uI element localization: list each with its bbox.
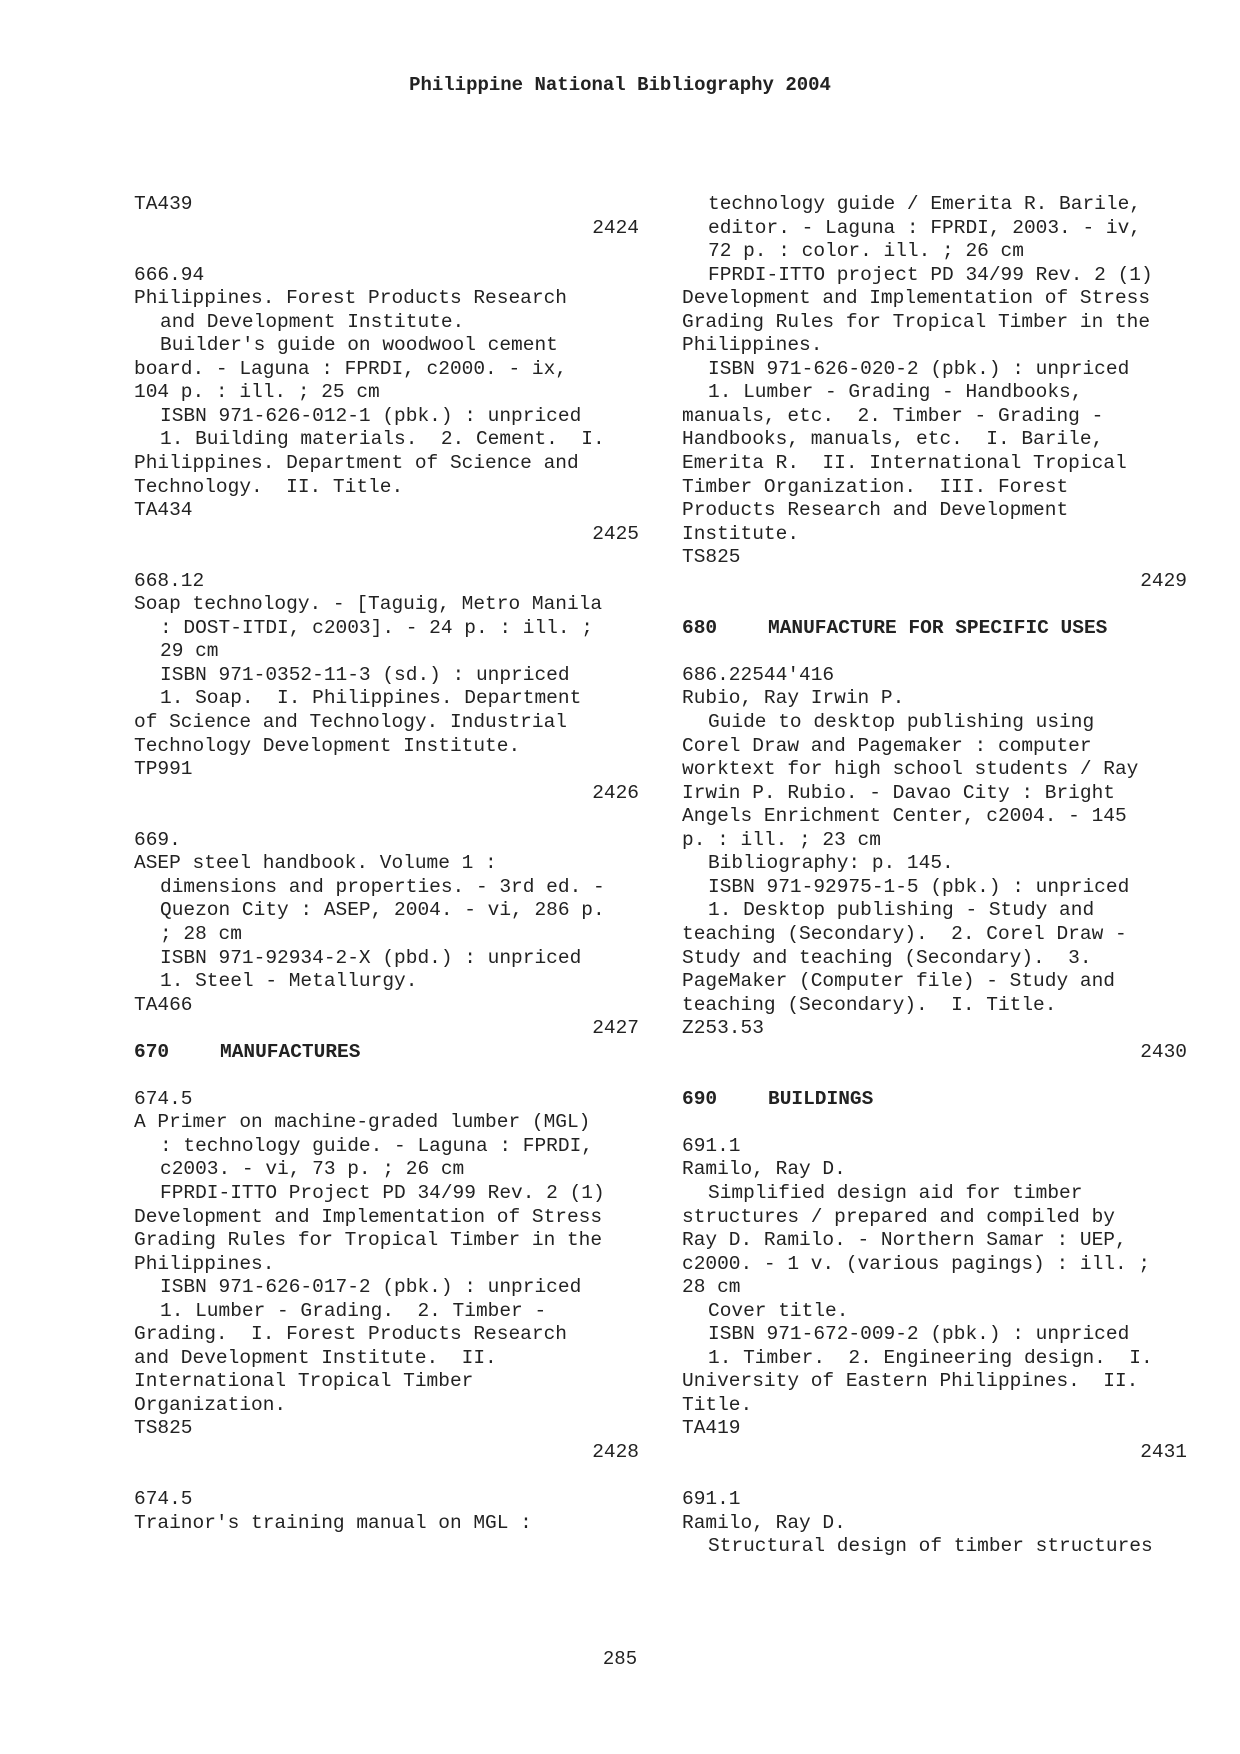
entry-line: c2003. - vi, 73 p. ; 26 cm [160, 1158, 465, 1181]
entry-line: 1. Building materials. 2. Cement. I. [160, 428, 605, 451]
entry-line: Development and Implementation of Stress [134, 1205, 603, 1228]
spacer [134, 1465, 639, 1489]
entry-line: Irwin P. Rubio. - Davao City : Bright [682, 781, 1115, 804]
entry-line: A Primer on machine-graded lumber (MGL) [134, 1111, 591, 1134]
entry-line: TS825 [682, 546, 741, 569]
section-heading [682, 1088, 1187, 1112]
entry-line: Products Research and Development [682, 499, 1069, 522]
entry-line: Development and Implementation of Stress [682, 287, 1151, 310]
entry-line: 686.22544'416 [682, 663, 835, 686]
entry-line: 666.94 [134, 263, 205, 286]
entry-line: Institute. [682, 522, 800, 545]
entry-line: p. : ill. ; 23 cm [682, 828, 881, 851]
entry-line: Handbooks, manuals, etc. I. Barile, [682, 428, 1104, 451]
entry-line: Cover title. [708, 1299, 849, 1322]
entry-line: Rubio, Ray Irwin P. [682, 687, 905, 710]
entry-line: dimensions and properties. - 3rd ed. - [160, 875, 605, 898]
entry-line: FPRDI-ITTO project PD 34/99 Rev. 2 (1) [708, 263, 1153, 286]
entry-line: TA466 [134, 993, 193, 1016]
entry-line: teaching (Secondary). 2. Corel Draw - [682, 922, 1127, 945]
spacer [682, 1111, 1187, 1135]
spacer [134, 805, 639, 829]
entry-line: University of Eastern Philippines. II. [682, 1370, 1139, 1393]
entry-line: Philippines. Department of Science and [134, 452, 579, 475]
entry-line: Ramilo, Ray D. [682, 1511, 846, 1534]
entry-line: ISBN 971-626-017-2 (pbk.) : unpriced [160, 1276, 582, 1299]
entry-line: technology guide / Emerita R. Barile, [708, 193, 1141, 215]
entry-line: : technology guide. - Laguna : FPRDI, [160, 1134, 593, 1157]
entry-line: Z253.53 [682, 1017, 764, 1040]
entry-line: ISBN 971-626-012-1 (pbk.) : unpriced [160, 404, 582, 427]
entry-line: 29 cm [160, 640, 219, 663]
entry-line: Technology. II. Title. [134, 475, 404, 498]
entry-line: 1. Desktop publishing - Study and [708, 899, 1095, 922]
entry-line: TP991 [134, 758, 193, 781]
entry-line: teaching (Secondary). I. Title. [682, 993, 1057, 1016]
entry-line: 1. Soap. I. Philippines. Department [160, 687, 582, 710]
entry-line: Builder's guide on woodwool cement [160, 334, 558, 357]
entry-line: Organization. [134, 1393, 287, 1416]
entry-line: Simplified design aid for timber [708, 1181, 1083, 1204]
section-title: MANUFACTURES [220, 1040, 361, 1063]
spacer [134, 1064, 639, 1088]
entry-line: 72 p. : color. ill. ; 26 cm [708, 240, 1024, 263]
entry-line: of Science and Technology. Industrial [134, 711, 567, 734]
entry-line: Philippines. Forest Products Research [134, 287, 567, 310]
entry-line: 1. Steel - Metallurgy. [160, 970, 418, 993]
entry-line: Bibliography: p. 145. [708, 852, 954, 875]
entry-line: Emerita R. II. International Tropical [682, 452, 1127, 475]
entry-line: Angels Enrichment Center, c2004. - 145 [682, 805, 1127, 828]
spacer [134, 546, 639, 570]
entry-line: Philippines. [682, 334, 823, 357]
entry-line: Ray D. Ramilo. - Northern Samar : UEP, [682, 1229, 1127, 1252]
section-code: 680 [682, 616, 718, 639]
entry-line: Title. [682, 1393, 753, 1416]
entry-line: 1. Lumber - Grading. 2. Timber - [160, 1299, 547, 1322]
left-column [134, 193, 639, 1535]
entry-line: 669. [134, 828, 181, 851]
section-heading [682, 617, 1187, 641]
entry-line: 28 cm [682, 1276, 741, 1299]
entry-line: 674.5 [134, 1087, 193, 1110]
entry-line: 1. Timber. 2. Engineering design. I. [708, 1346, 1153, 1369]
entry-line: TA434 [134, 499, 193, 522]
entry-line: 668.12 [134, 569, 205, 592]
entry-line: Grading Rules for Tropical Timber in the [134, 1229, 603, 1252]
entry-line: c2000. - 1 v. (various pagings) : ill. ; [682, 1252, 1151, 1275]
entry-line: Structural design of timber structures [708, 1535, 1153, 1558]
entry-number: 2430 [1140, 1040, 1187, 1063]
section-title: MANUFACTURE FOR SPECIFIC USES [768, 616, 1108, 639]
page-number: 285 [602, 1648, 638, 1670]
entry-line: board. - Laguna : FPRDI, c2000. - ix, [134, 357, 567, 380]
spacer [682, 593, 1187, 617]
entry-line: Study and teaching (Secondary). 3. [682, 946, 1092, 969]
entry-line: International Tropical Timber [134, 1370, 474, 1393]
entry-number: 2425 [592, 522, 639, 545]
entry-line: Guide to desktop publishing using [708, 711, 1095, 734]
section-code: 690 [682, 1087, 718, 1110]
entry-line: Grading. I. Forest Products Research [134, 1323, 567, 1346]
entry-line: PageMaker (Computer file) - Study and [682, 970, 1115, 993]
entry-line: TA419 [682, 1417, 741, 1440]
entry-line: structures / prepared and compiled by [682, 1205, 1115, 1228]
entry-line: ISBN 971-92975-1-5 (pbk.) : unpriced [708, 875, 1130, 898]
spacer [134, 240, 639, 264]
entry-number: 2424 [592, 216, 639, 239]
entry-line: worktext for high school students / Ray [682, 758, 1139, 781]
entry-line: editor. - Laguna : FPRDI, 2003. - iv, [708, 216, 1141, 239]
entry-number: 2428 [592, 1440, 639, 1463]
entry-line: ISBN 971-0352-11-3 (sd.) : unpriced [160, 663, 570, 686]
entry-line: ISBN 971-626-020-2 (pbk.) : unpriced [708, 357, 1130, 380]
entry-number: 2429 [1140, 569, 1187, 592]
entry-line: 674.5 [134, 1488, 193, 1511]
entry-line: Quezon City : ASEP, 2004. - vi, 286 p. [160, 899, 605, 922]
entry-line: Corel Draw and Pagemaker : computer [682, 734, 1092, 757]
right-column [682, 193, 1187, 1559]
entry-line: Trainor's training manual on MGL : [134, 1511, 532, 1534]
entry-line: 1. Lumber - Grading - Handbooks, [708, 381, 1083, 404]
entry-line: and Development Institute. [160, 310, 465, 333]
entry-number: 2426 [592, 781, 639, 804]
entry-line: : DOST-ITDI, c2003]. - 24 p. : ill. ; [160, 616, 593, 639]
entry-line: Soap technology. - [Taguig, Metro Manila [134, 593, 603, 616]
spacer [682, 1465, 1187, 1489]
entry-line: ; 28 cm [160, 922, 242, 945]
entry-line: ASEP steel handbook. Volume 1 : [134, 852, 497, 875]
entry-line: ISBN 971-92934-2-X (pbd.) : unpriced [160, 946, 582, 969]
entry-line: FPRDI-ITTO Project PD 34/99 Rev. 2 (1) [160, 1181, 605, 1204]
entry-line: 691.1 [682, 1488, 741, 1511]
spacer [682, 1064, 1187, 1088]
entry-line: ISBN 971-672-009-2 (pbk.) : unpriced [708, 1323, 1130, 1346]
entry-line: and Development Institute. II. [134, 1346, 497, 1369]
entry-number: 2427 [592, 1017, 639, 1040]
page-header-title: Philippine National Bibliography 2004 [409, 74, 831, 96]
section-title: BUILDINGS [768, 1087, 874, 1110]
spacer [682, 640, 1187, 664]
entry-number: 2431 [1140, 1440, 1187, 1463]
section-heading [134, 1041, 639, 1065]
entry-line: Timber Organization. III. Forest [682, 475, 1069, 498]
entry-line: Ramilo, Ray D. [682, 1158, 846, 1181]
entry-line: TA439 [134, 193, 193, 215]
section-code: 670 [134, 1040, 170, 1063]
entry-line: TS825 [134, 1417, 193, 1440]
entry-line: Philippines. [134, 1252, 275, 1275]
entry-line: 691.1 [682, 1134, 741, 1157]
entry-line: Grading Rules for Tropical Timber in the [682, 310, 1151, 333]
entry-line: Technology Development Institute. [134, 734, 521, 757]
entry-line: manuals, etc. 2. Timber - Grading - [682, 404, 1104, 427]
entry-line: 104 p. : ill. ; 25 cm [134, 381, 380, 404]
